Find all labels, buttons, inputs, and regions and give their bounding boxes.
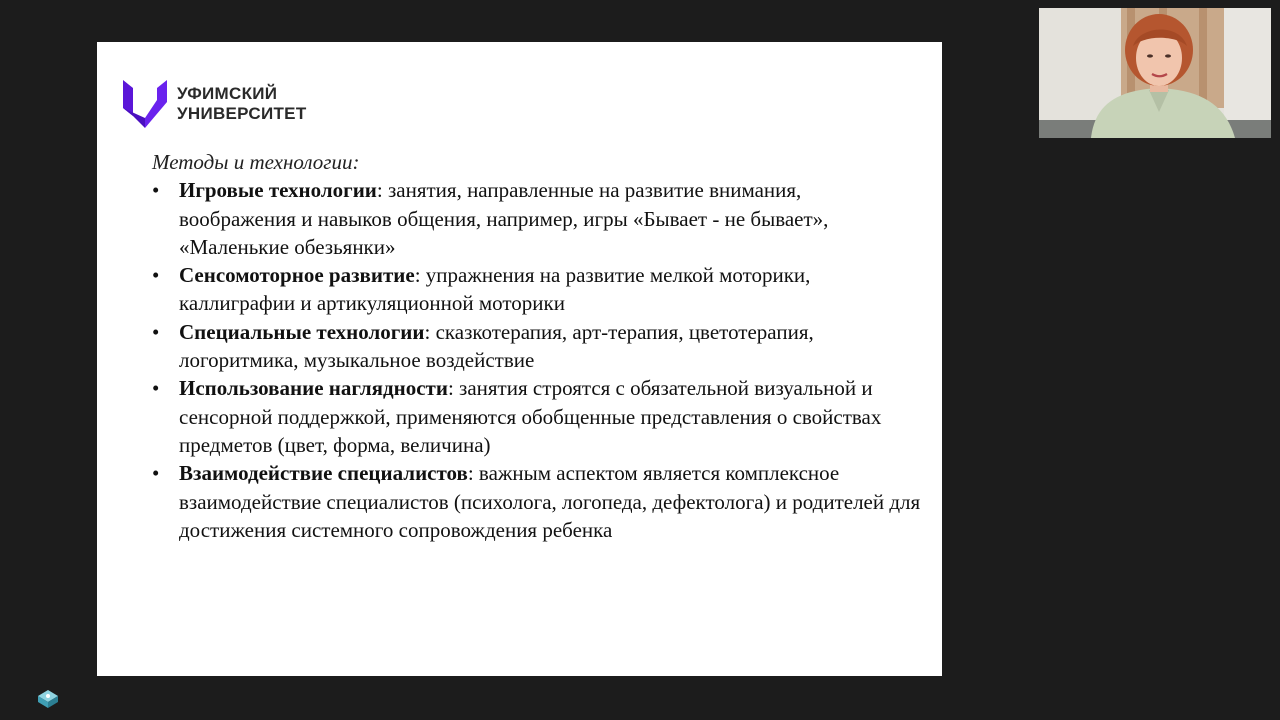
item-text: : занятия строятся с обязательной визуальной и сенсорной поддержкой, применяются обобщенные представления о свойствах предметов (цвет, форма, величина)	[179, 376, 882, 457]
logo-text	[177, 84, 307, 124]
item-term: Специальные технологии	[179, 319, 425, 344]
bullet-list	[152, 176, 922, 544]
item-term: Игровые технологии	[179, 178, 377, 203]
logo-line-1: УФИМСКИЙ	[177, 84, 278, 103]
item-text: : сказкотерапия, арт-терапия, цветотерапия, логоритмика, музыкальное воздействие	[179, 319, 814, 373]
presenter-webcam	[1039, 8, 1271, 138]
list-item	[152, 374, 922, 459]
bullet-icon: •	[152, 263, 160, 288]
item-term: Использование наглядности	[179, 376, 448, 401]
bullet-icon: •	[152, 178, 160, 203]
list-item	[152, 318, 922, 375]
bullet-icon: •	[152, 319, 160, 344]
item-term: Сенсомоторное развитие	[179, 263, 415, 288]
item-text: : упражнения на развитие мелкой моторики, каллиграфии и артикуляционной моторики	[179, 263, 811, 316]
list-item	[152, 176, 922, 261]
bullet-icon: •	[152, 376, 160, 401]
app-logo-icon	[36, 688, 60, 710]
logo-line-2: УНИВЕРСИТЕТ	[177, 104, 307, 123]
bullet-icon: •	[152, 461, 160, 486]
item-text: : важным аспектом является комплексное взаимодействие специалистов (психолога, логопеда, дефектолога) и родителей для достижения системного сопровождения ребенка	[179, 461, 921, 542]
item-term: Взаимодействие специалистов	[179, 461, 468, 486]
university-logo	[123, 78, 307, 130]
presentation-slide	[97, 42, 942, 676]
presenter-video-icon	[1039, 8, 1271, 138]
list-item	[152, 261, 922, 318]
slide-heading: Методы и технологии:	[152, 150, 360, 174]
list-item	[152, 459, 922, 544]
slide-content	[152, 148, 922, 544]
logo-mark-icon	[123, 78, 167, 130]
item-text: : занятия, направленные на развитие внимания, воображения и навыков общения, например, игры «Бывает - не бывает», «Маленькие обезьянки»	[179, 178, 829, 259]
